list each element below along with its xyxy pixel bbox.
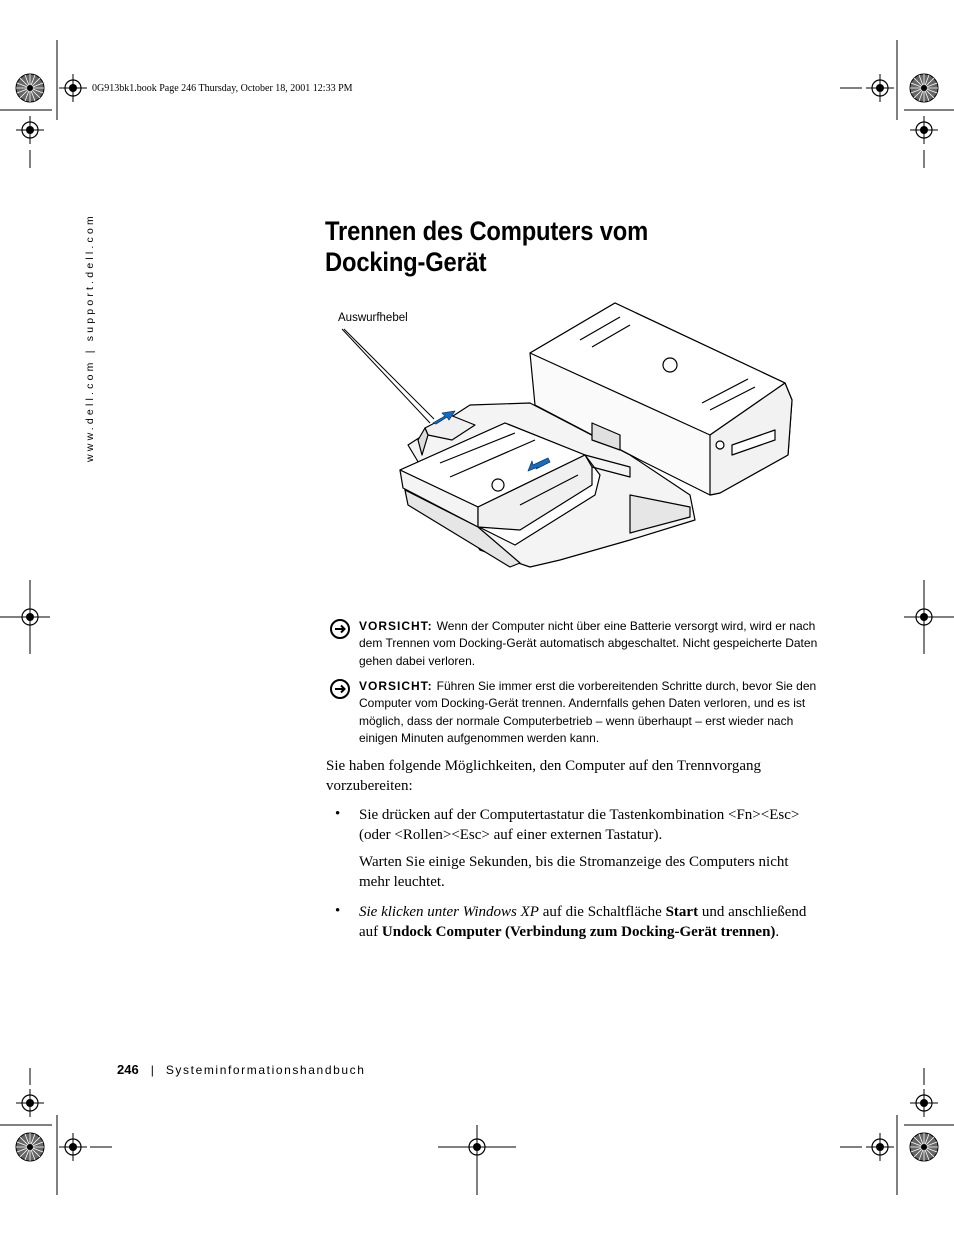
footer-separator: | [150,1063,154,1077]
caution-text: Wenn der Computer nicht über eine Batterie versorgt wird, wird er nach dem Trennen vom Docking-Gerät automatisch abgeschaltet. Nicht gespeicherte Daten gehen dabei verloren. [359,619,818,668]
list-item-italic: Sie klicken unter Windows XP [359,904,539,920]
docking-illustration [330,295,810,585]
list-item-text: und anschließend auf [359,904,807,940]
page-footer [117,1062,366,1077]
caution-icon [330,679,350,699]
list-item-text: auf die Schaltfläche [538,904,666,920]
bullet: • [335,806,341,822]
caution-label: VORSICHT: [359,679,433,693]
caution-text: Führen Sie immer erst die vorbereitenden Schritte durch, bevor Sie den Computer vom Docking-Gerät trennen. Andernfalls gehen Daten verloren, und es ist möglich, dass der normale Computerbetrieb – wenn überhaupt – erst wieder nach einigen Minuten aufgenommen werden kann. [359,679,817,746]
list-item-2 [359,903,814,942]
list-item-note: Warten Sie einige Sekunden, bis die Stromanzeige des Computers nicht mehr leuchtet. [359,854,789,890]
intro-paragraph: Sie haben folgende Möglichkeiten, den Computer auf den Trennvorgang vorzubereiten: [326,758,762,794]
list-item-text: . [775,923,780,940]
callout-label: Auswurfhebel [338,312,408,324]
title-line-1: Trennen des Computers vom [325,216,649,246]
list-item-1 [359,806,814,892]
side-url: www.dell.com | support.dell.com [84,213,96,462]
title-line-2: Docking-Gerät [325,247,487,277]
list-item-text: Sie drücken auf der Computertastatur die Tastenkombination <Fn><Esc>(oder <Rollen><Esc> auf einer externen Tastatur). [359,807,800,843]
caution-label: VORSICHT: [359,619,433,633]
caution-1 [330,618,820,670]
page-number: 246 [117,1062,139,1077]
book-title: Systeminformationshandbuch [165,1063,366,1077]
caution-icon [330,619,350,639]
page-title [325,216,695,278]
undock-label: Undock Computer (Verbindung zum Docking-Gerät trennen) [381,923,776,940]
caution-2 [330,678,820,748]
bullet: • [335,903,341,919]
start-label: Start [665,904,699,920]
print-header: 0G913bk1.book Page 246 Thursday, October 18, 2001 12:33 PM [92,83,353,94]
